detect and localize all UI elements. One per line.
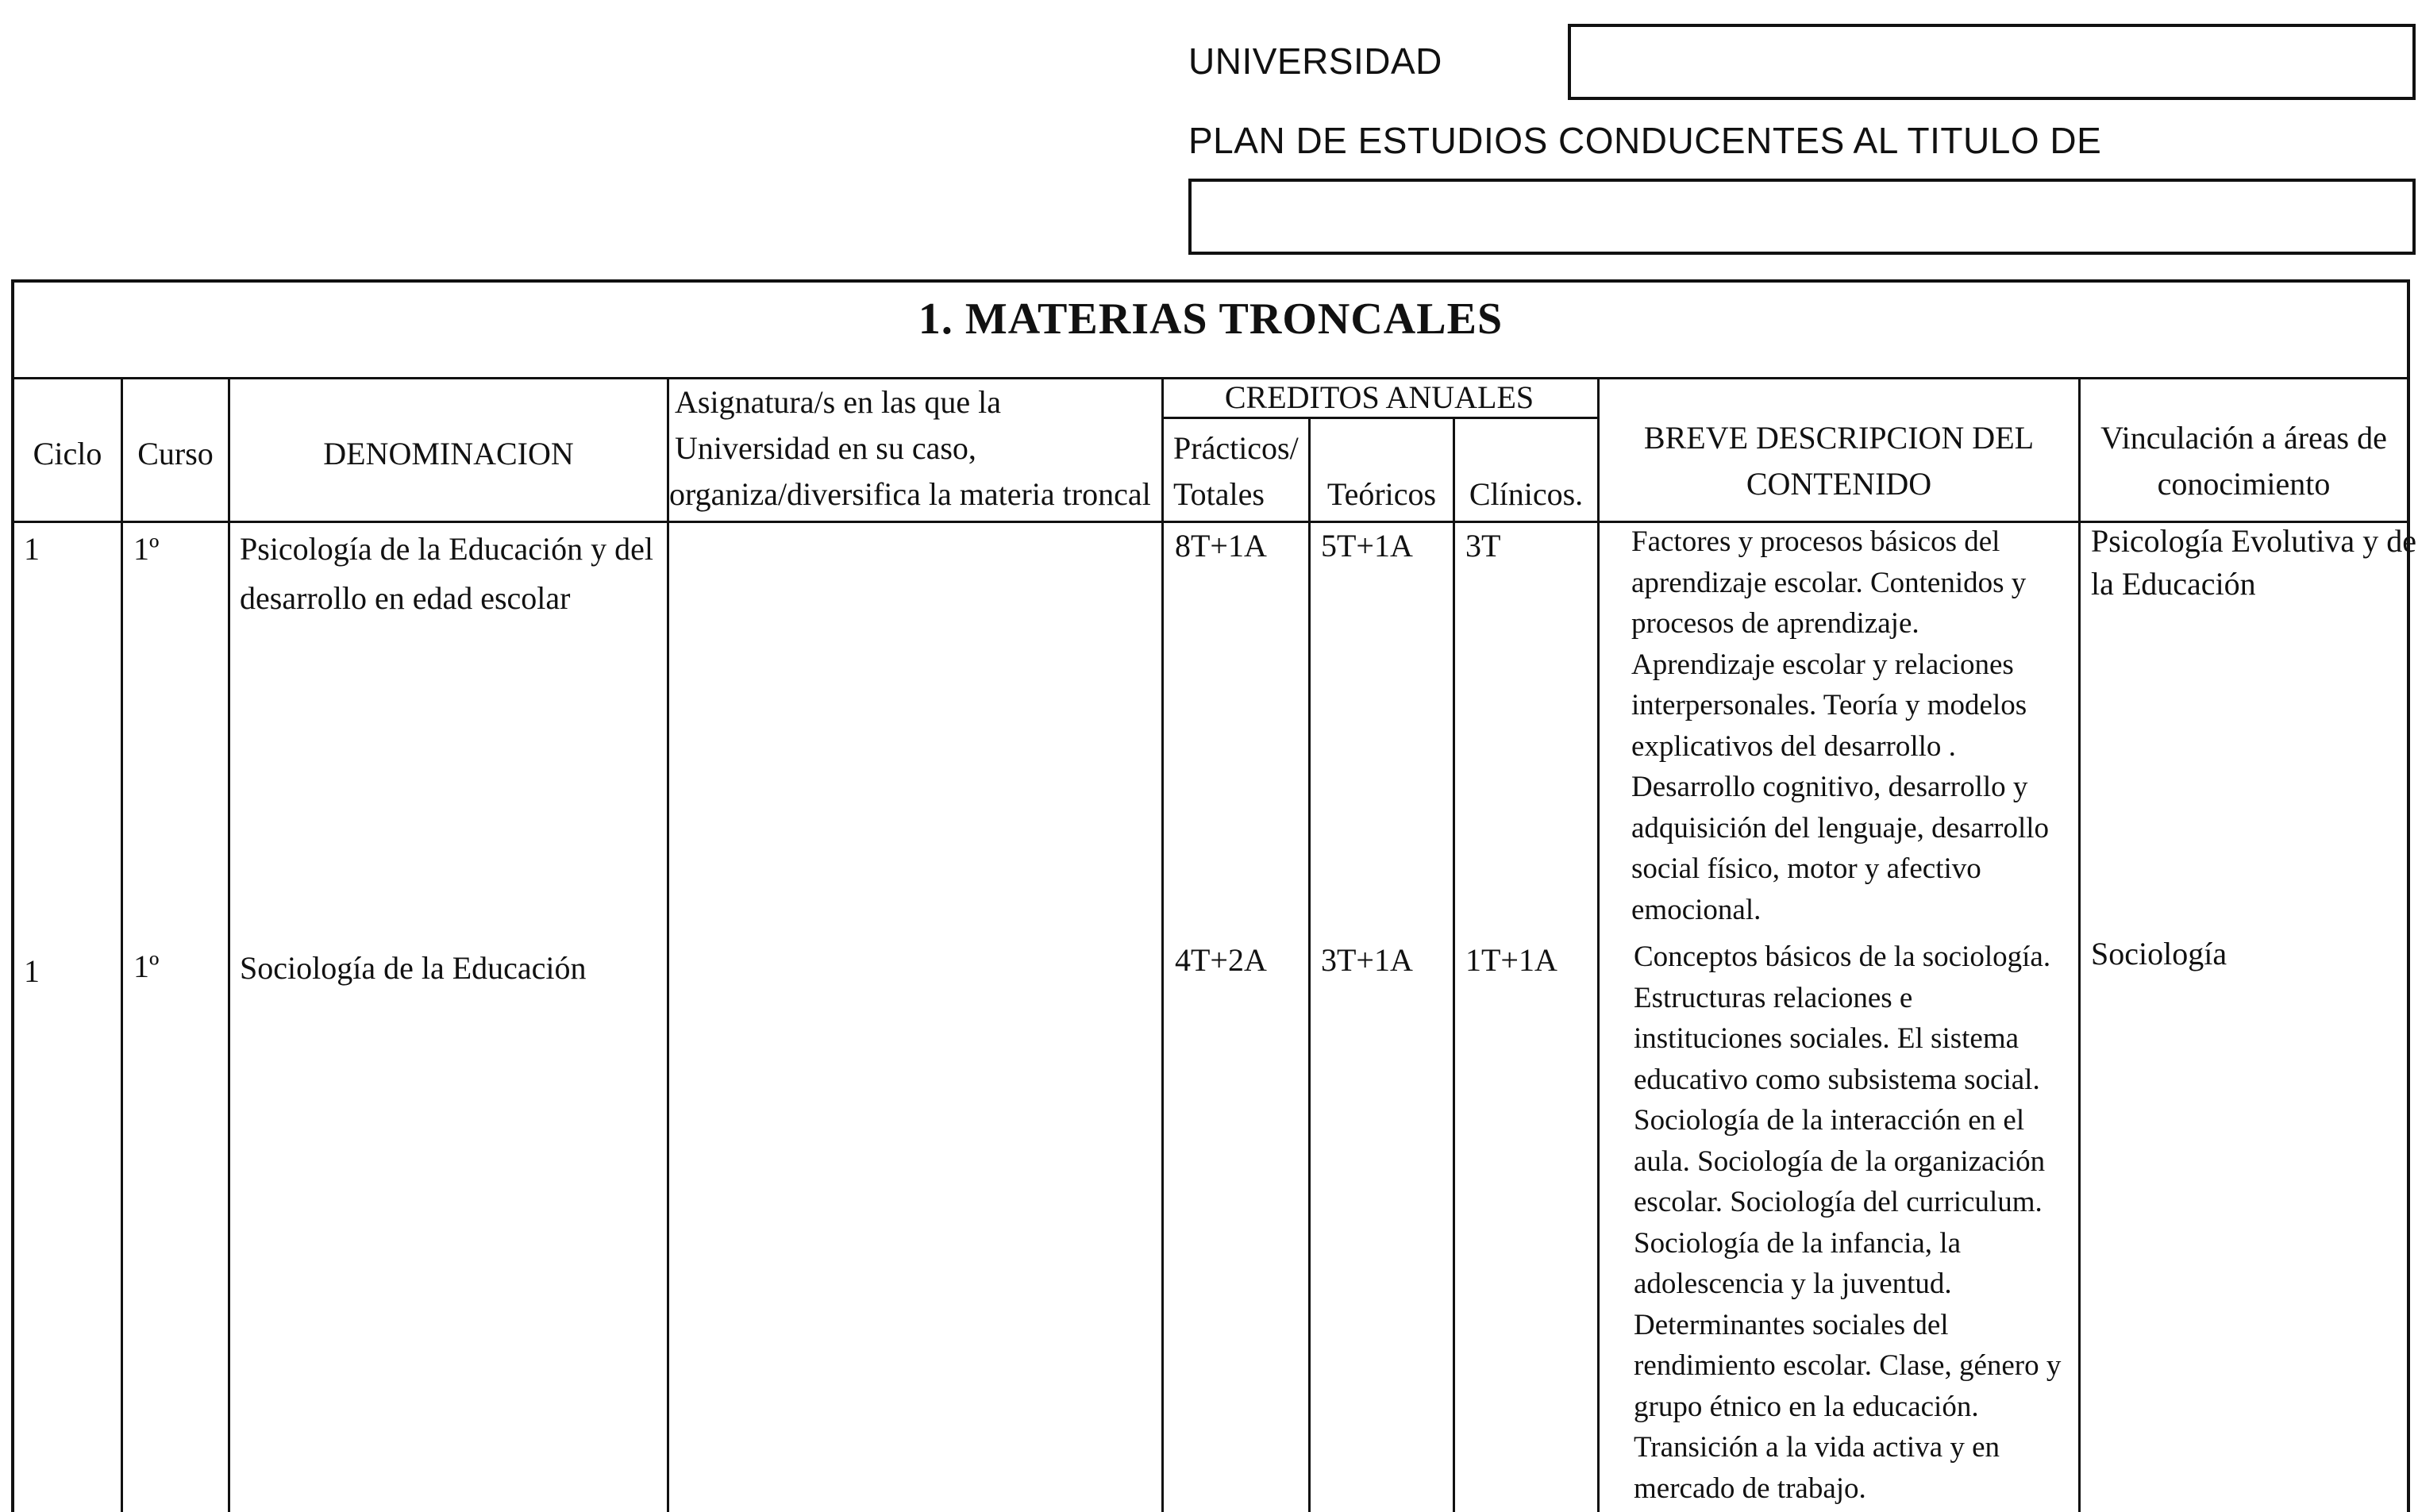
section-title: 1. MATERIAS TRONCALES	[918, 294, 1504, 344]
descripcion-line: escolar. Sociología del curriculum.	[1634, 1186, 2043, 1218]
row-denominacion-line2: desarrollo en edad escolar	[240, 580, 571, 616]
descripcion-line: emocional.	[1631, 893, 1762, 926]
col-vinculacion-line2: conocimiento	[2157, 466, 2331, 502]
descripcion-line: Determinantes sociales del	[1634, 1308, 1949, 1341]
descripcion-line: Transición a la vida activa y en	[1634, 1431, 2000, 1464]
row-clinicos: 3T	[1465, 528, 1501, 564]
descripcion-line: interpersonales. Teoría y modelos	[1631, 689, 2027, 721]
row-teoricos: 5T+1A	[1321, 528, 1413, 564]
row-vinculacion-line1: Sociología	[2091, 936, 2227, 971]
descripcion-line: aula. Sociología de la organización	[1634, 1145, 2046, 1178]
col-vinculacion-line1: Vinculación a áreas de	[2100, 420, 2387, 456]
descripcion-line: Sociología de la interacción en el	[1634, 1104, 2025, 1137]
descripcion-line: Desarrollo cognitivo, desarrollo y	[1631, 771, 2028, 803]
universidad-label: UNIVERSIDAD	[1188, 40, 1442, 82]
col-totales: Totales	[1173, 476, 1265, 512]
descripcion-line: grupo étnico en la educación.	[1634, 1390, 1979, 1423]
descripcion-line: Factores y procesos básicos del	[1631, 525, 2000, 558]
col-descripcion-line1: BREVE DESCRIPCION DEL	[1643, 420, 2035, 456]
col-teoricos: Teóricos	[1326, 476, 1437, 512]
plan-label: PLAN DE ESTUDIOS CONDUCENTES AL TITULO DE	[1188, 120, 2102, 161]
col-clinicos: Clínicos.	[1469, 476, 1584, 512]
col-asignaturas-line2: Universidad en su caso,	[675, 430, 976, 466]
col-curso: Curso	[137, 436, 214, 471]
col-ciclo: Ciclo	[33, 436, 102, 471]
descripcion-line: Estructuras relaciones e	[1634, 981, 1913, 1014]
descripcion-line: adquisición del lenguaje, desarrollo	[1631, 811, 2050, 844]
col-denominacion: DENOMINACION	[323, 436, 574, 471]
col-asignaturas-line1: Asignatura/s en las que la	[675, 384, 1001, 420]
col-descripcion-line2: CONTENIDO	[1746, 466, 1932, 502]
row-teoricos: 3T+1A	[1321, 942, 1413, 978]
row-curso: 1º	[133, 948, 160, 984]
row-descripcion	[1631, 521, 2076, 930]
descripcion-line: educativo como subsistema social.	[1634, 1063, 2040, 1096]
descripcion-line: Conceptos básicos de la sociología.	[1634, 941, 2051, 973]
row-denominacion-line1: Psicología de la Educación y del	[240, 531, 653, 567]
row-denominacion-line1: Sociología de la Educación	[240, 950, 587, 986]
descripcion-line: procesos de aprendizaje.	[1631, 607, 1919, 640]
row-vinculacion-line1: Psicología Evolutiva y de	[2091, 523, 2416, 559]
descripcion-line: explicativos del desarrollo .	[1631, 729, 1956, 763]
row-clinicos: 1T+1A	[1465, 942, 1557, 978]
descripcion-line: instituciones sociales. El sistema	[1634, 1022, 2019, 1055]
col-asignaturas-line3: organiza/diversifica la materia troncal	[669, 476, 1151, 512]
descripcion-line: aprendizaje escolar. Contenidos y	[1631, 566, 2027, 599]
row-ciclo: 1	[24, 953, 40, 989]
row-totales: 8T+1A	[1175, 528, 1267, 564]
descripcion-line: adolescencia y la juventud.	[1634, 1268, 1952, 1300]
descripcion-line: rendimiento escolar. Clase, género y	[1634, 1349, 2062, 1382]
col-creditos-anuales: CREDITOS ANUALES	[1224, 379, 1534, 415]
col-practicos: Prácticos/	[1173, 430, 1299, 466]
row-totales: 4T+2A	[1175, 942, 1267, 978]
descripcion-line: Sociología de la infancia, la	[1634, 1226, 1961, 1260]
descripcion-line: Aprendizaje escolar y relaciones	[1631, 648, 2014, 681]
row-vinculacion-line2: la Educación	[2091, 566, 2256, 602]
descripcion-line: mercado de trabajo.	[1634, 1472, 1866, 1505]
row-descripcion	[1634, 937, 2078, 1509]
row-ciclo: 1	[24, 531, 40, 567]
descripcion-line: social físico, motor y afectivo	[1631, 852, 1981, 885]
row-curso: 1º	[133, 531, 160, 567]
